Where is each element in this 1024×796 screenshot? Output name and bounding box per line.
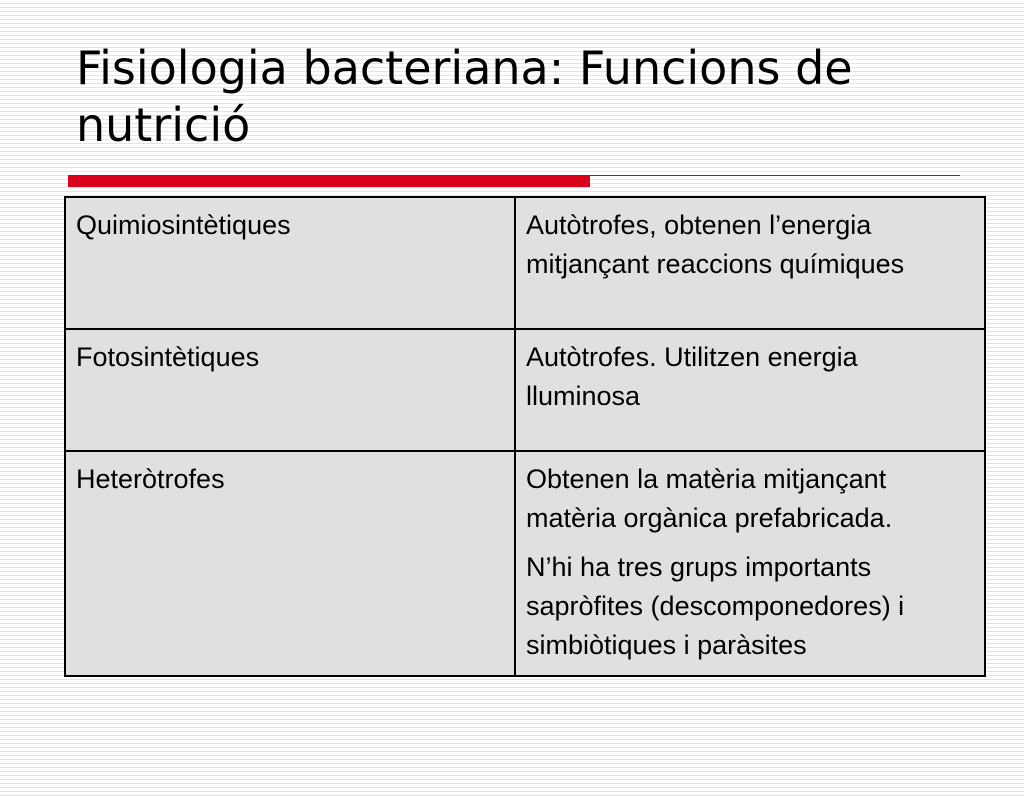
table-cell-description — [515, 197, 985, 329]
table-row — [65, 329, 985, 451]
table-row — [65, 451, 985, 676]
table-cell-description — [515, 451, 985, 676]
slide-title: Fisiologia bacteriana: Funcions de nutrició — [76, 41, 853, 152]
description-paragraph: Autòtrofes. Utilitzen energia lluminosa — [526, 342, 858, 411]
table-cell-term: Fotosintètiques — [65, 329, 515, 451]
table-row — [65, 197, 985, 329]
table-cell-term: Quimiosintètiques — [65, 197, 515, 329]
description-paragraph: Obtenen la matèria mitjançant matèria orgànica prefabricada. — [526, 464, 893, 533]
table-cell-description — [515, 329, 985, 451]
description-paragraph: N’hi ha tres grups importants sapròfites (descomponedores) i simbiòtiques i paràsites — [526, 552, 905, 660]
title-underline-accent — [68, 175, 590, 187]
table-cell-term: Heteròtrofes — [65, 451, 515, 676]
title-underline-thin — [590, 175, 960, 176]
description-paragraph: Autòtrofes, obtenen l’energia mitjançant reaccions químiques — [526, 210, 905, 279]
nutrition-table-container — [64, 196, 960, 796]
nutrition-table — [64, 196, 986, 677]
title-area — [0, 0, 1024, 172]
